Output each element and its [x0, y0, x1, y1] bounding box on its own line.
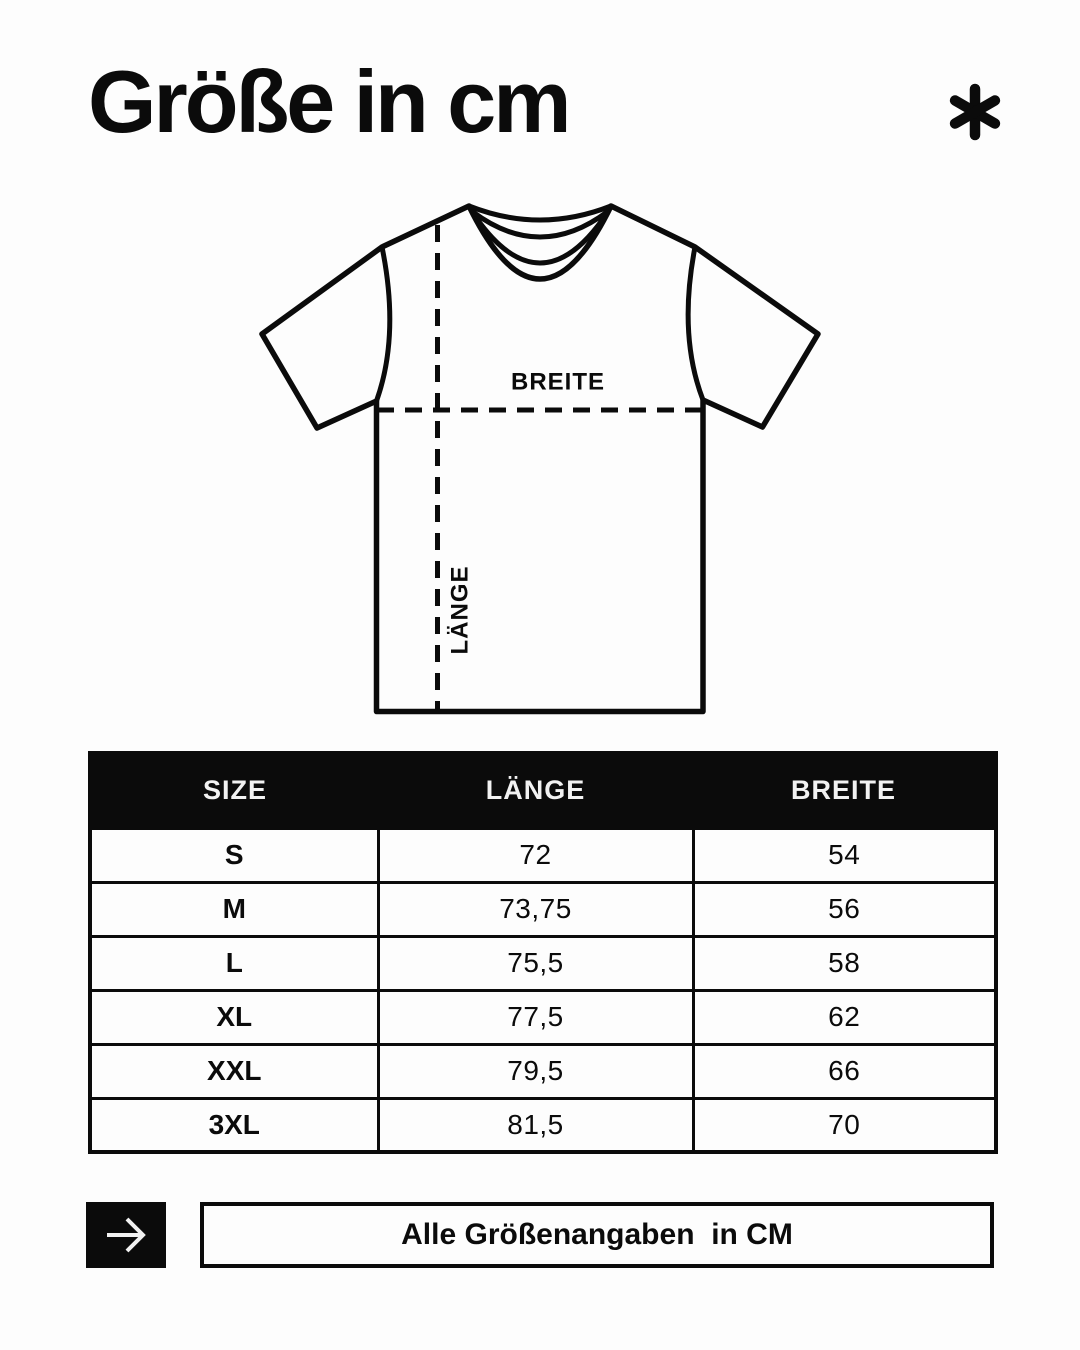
page-title: Größe in cm — [88, 52, 569, 151]
breite-cell: 66 — [693, 1044, 996, 1098]
breite-cell: 54 — [693, 828, 996, 882]
size-table — [88, 751, 998, 1154]
collar-back-arc — [469, 206, 611, 220]
breite-cell: 58 — [693, 936, 996, 990]
laenge-cell: 79,5 — [378, 1044, 693, 1098]
size-cell: L — [90, 936, 378, 990]
arrow-right-icon — [103, 1215, 149, 1255]
table-row — [90, 1044, 996, 1098]
tshirt-measurement-diagram — [240, 185, 840, 730]
next-arrow-button[interactable] — [86, 1202, 166, 1268]
size-cell: S — [90, 828, 378, 882]
table-row — [90, 990, 996, 1044]
laenge-cell: 72 — [378, 828, 693, 882]
width-label: BREITE — [510, 368, 606, 396]
size-cell: 3XL — [90, 1098, 378, 1152]
footer-note: Alle Größenangaben in CM — [401, 1218, 793, 1251]
tshirt-outline — [262, 206, 818, 712]
breite-cell: 70 — [693, 1098, 996, 1152]
laenge-cell: 77,5 — [378, 990, 693, 1044]
laenge-cell: 75,5 — [378, 936, 693, 990]
footer-note-box — [200, 1202, 994, 1268]
breite-cell: 56 — [693, 882, 996, 936]
laenge-cell: 73,75 — [378, 882, 693, 936]
laenge-cell: 81,5 — [378, 1098, 693, 1152]
header-size: SIZE — [90, 753, 378, 828]
breite-cell: 62 — [693, 990, 996, 1044]
right-armhole-seam — [688, 247, 703, 400]
table-row — [90, 882, 996, 936]
length-label: LÄNGE — [446, 565, 474, 655]
left-armhole-seam — [377, 247, 390, 401]
size-cell: M — [90, 882, 378, 936]
asterisk-icon — [945, 82, 1005, 142]
table-row — [90, 936, 996, 990]
header-laenge: LÄNGE — [378, 753, 693, 828]
size-cell: XXL — [90, 1044, 378, 1098]
table-row — [90, 1098, 996, 1152]
table-header-row — [90, 753, 996, 828]
size-cell: XL — [90, 990, 378, 1044]
header-breite: BREITE — [693, 753, 996, 828]
table-row — [90, 828, 996, 882]
